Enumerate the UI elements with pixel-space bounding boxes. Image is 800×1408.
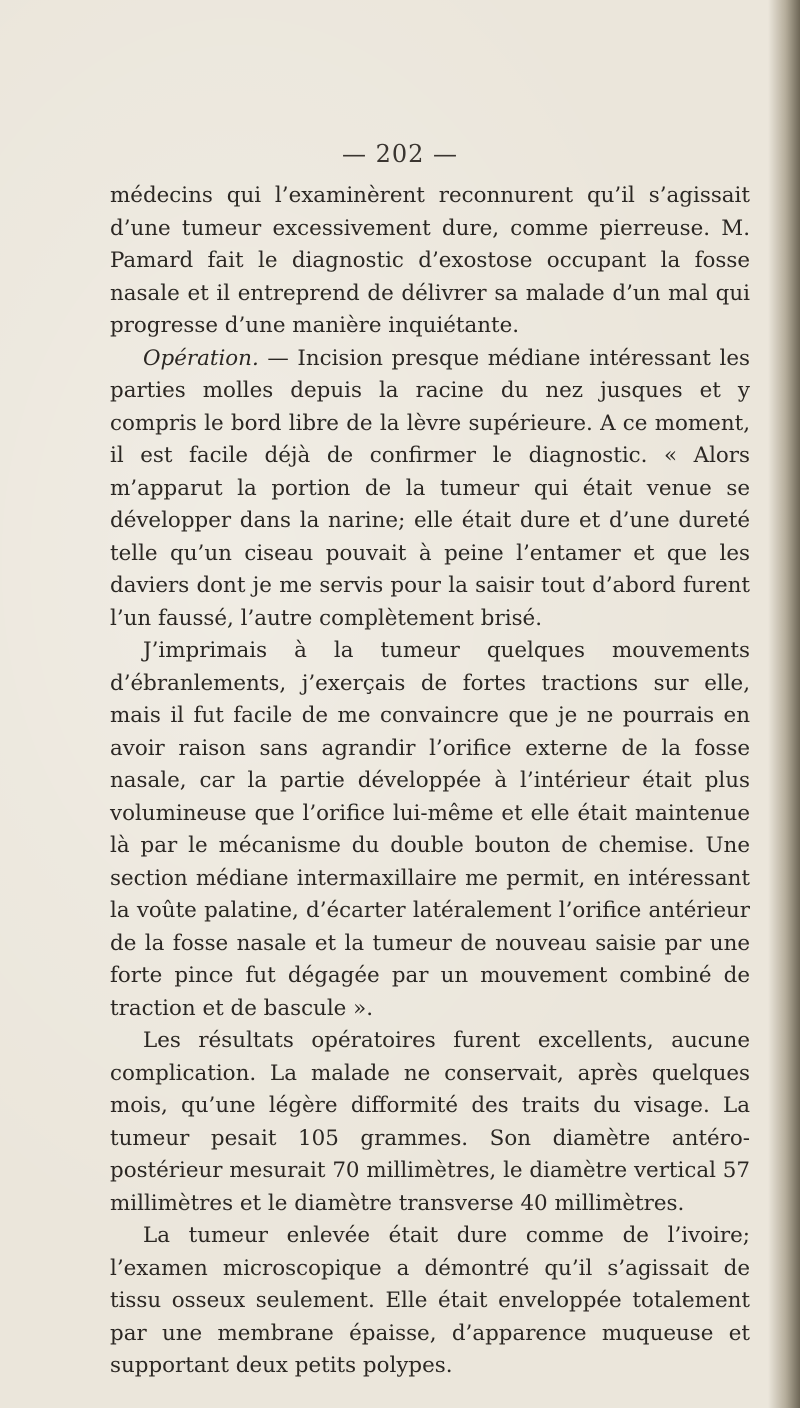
page-binding-edge bbox=[768, 0, 800, 1408]
paragraph-5 bbox=[110, 1220, 750, 1383]
paragraph-1-text: médecins qui l’examinèrent reconnurent qu’il s’agissait d’une tumeur excessivement dure, comme pierreuse. M. Pamard fait le diagnostic d’exostose occupant la fosse nasale et il entreprend de délivrer sa malade d’un mal qui progresse d’une manière inquiétante. bbox=[110, 183, 750, 338]
paragraph-3-text: J’imprimais à la tumeur quelques mouvements d’ébranlements, j’exerçais de fortes tractions sur elle, mais il fut facile de me convaincre que je ne pourrais en avoir raison sans agrandir l’orifice externe de la fosse nasale, car la partie développée à l’intérieur était plus volumineuse que l’orifice lui-même et elle était maintenue là par le mécanisme du double bouton de chemise. Une section médiane intermaxillaire me permit, en intéressant la voûte palatine, d’écarter latéralement l’orifice antérieur de la fosse nasale et la tumeur de nouveau saisie par une forte pince fut dégagée par un mouvement combiné de traction et de bascule ». bbox=[110, 638, 750, 1021]
paragraph-5-text: La tumeur enlevée était dure comme de l’ivoire; l’examen microscopique a démontré qu’il s’agissait de tissu osseux seulement. Elle était enveloppée totalement par une membrane épaisse, d’apparence muqueuse et supportant deux petits polypes. bbox=[110, 1223, 750, 1378]
paragraph-1 bbox=[110, 180, 750, 343]
body-text bbox=[110, 180, 750, 1383]
paragraph-4-text: Les résultats opératoires furent excellents, aucune complication. La malade ne conservait, après quelques mois, qu’une légère difformité des traits du visage. La tumeur pesait 105 grammes. Son diamètre antéro-postérieur mesurait 70 millimètres, le diamètre vertical 57 millimètres et le diamètre transverse 40 millimètres. bbox=[110, 1028, 750, 1216]
paragraph-4 bbox=[110, 1025, 750, 1220]
paragraph-2-lead: Opération. bbox=[143, 345, 259, 371]
paragraph-2 bbox=[110, 343, 750, 636]
page-number: — 202 — bbox=[341, 140, 459, 168]
paragraph-2-text: — Incision presque médiane intéressant les parties molles depuis la racine du nez jusques et y compris le bord libre de la lèvre supérieure. A ce moment, il est facile déjà de confirmer le diagnostic. « Alors m’apparut la portion de la tumeur qui était venue se développer dans la narine; elle était dure et d’une dureté telle qu’un ciseau pouvait à peine l’entamer et que les daviers dont je me servis pour la saisir tout d’abord furent l’un faussé, l’autre complètement brisé. bbox=[110, 345, 750, 631]
paragraph-3 bbox=[110, 635, 750, 1025]
